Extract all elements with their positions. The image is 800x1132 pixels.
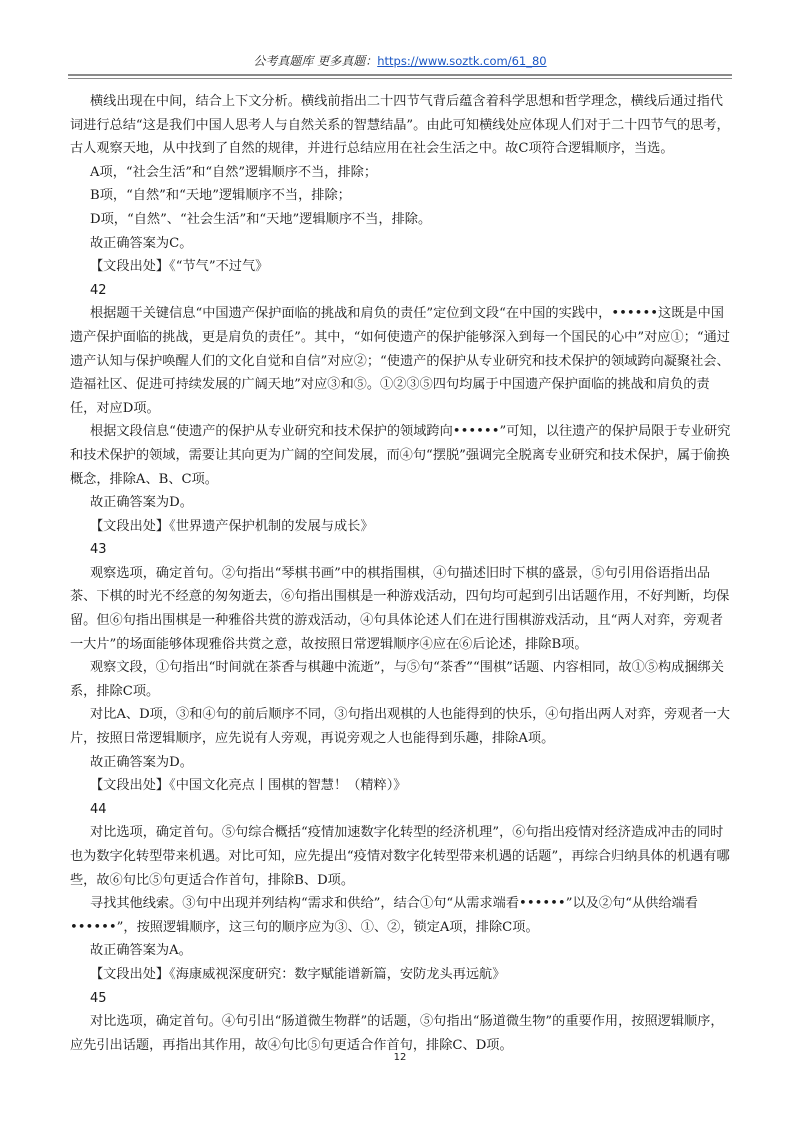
- page-number: 12: [393, 1052, 407, 1063]
- paragraph: 故正确答案为D。: [90, 495, 193, 511]
- paragraph: 对比A、D项，③和④句的前后顺序不同，③句指出观棋的人也能得到的快乐，④句指出两人对弈，旁观者一大片，按照日常逻辑顺序，应先说有人旁观，再说旁观之人也能得到乐趣，排除A项。: [70, 707, 730, 747]
- paragraph: D项，“自然”、“社会生活”和“天地”逻辑顺序不当，排除。: [90, 211, 432, 227]
- header-label: 公考真题库 更多真题：: [253, 54, 378, 68]
- question-number: 43: [90, 542, 107, 558]
- document-body: [70, 90, 732, 1057]
- question-number: 45: [90, 990, 107, 1006]
- paragraph: 对比选项，确定首句。④句引出“肠道微生物群”的话题，⑤句指出“肠道微生物”的重要作用，按照逻辑顺序，应先引出话题，再指出其作用，故④句比⑤句更适合作首句，排除C、D项。: [70, 1014, 724, 1053]
- paragraph: 故正确答案为C。: [90, 235, 193, 251]
- paragraph: 根据题干关键信息“中国遗产保护面临的挑战和肩负的责任”定位到文段“在中国的实践中，••••••这既是中国遗产保护面临的挑战，更是肩负的责任”。其中，“如何使遗产的保护能够深入到每一个国民的心中”对应①；“通过遗产认知与保护唤醒人们的文化自觉和自信”对应②；“使遗产的保护从专业研究和技术保护的领域跨向凝聚社会、造福社区、促进可持续发展的广阔天地”对应③和⑤。①②③⑤四句均属于中国遗产保护面临的挑战和肩负的责任，对应D项。: [70, 306, 730, 416]
- paragraph: 【文段出处】《世界遗产保护机制的发展与成长》: [90, 518, 374, 534]
- question-number: 42: [90, 282, 107, 298]
- paragraph: 观察文段，①句指出“时间就在茶香与棋趣中流逝”，与⑤句“茶香”“围棋”话题、内容相同，故①⑤构成捆绑关系，排除C项。: [70, 660, 724, 699]
- paragraph: 【文段出处】《海康威视深度研究：数字赋能谱新篇，安防龙头再远航》: [90, 966, 506, 982]
- header-rule-thick: [68, 74, 732, 76]
- paragraph: 【文段出处】《“节气”不过气》: [90, 259, 269, 275]
- header-link[interactable]: https://www.soztk.com/61_80: [377, 54, 547, 68]
- paragraph: 【文段出处】《中国文化亮点丨围棋的智慧！（精粹）》: [90, 778, 407, 794]
- paragraph: 根据文段信息“使遗产的保护从专业研究和技术保护的领域跨向••••••”可知，以往遗产的保护局限于专业研究和技术保护的领域，需要让其向更为广阔的空间发展，而④句“摆脱”强调完全脱离专业研究和技术保护，属于偷换概念，排除A、B、C项。: [70, 424, 731, 487]
- paragraph: 观察选项，确定首句。②句指出“琴棋书画”中的棋指围棋，④句描述旧时下棋的盛景，⑤句引用俗语指出品茶、下棋的时光不经意的匆匆逝去，⑥句指出围棋是一种游戏活动，四句均可起到引出话题作用，不好判断，均保留。但⑥句指出围棋是一种雅俗共赏的游戏活动，④句具体论述人们在进行围棋游戏活动，且“两人对弈，旁观者一大片”的场面能够体现雅俗共赏之意，故按照日常逻辑顺序④应在⑥后论述，排除B项。: [70, 565, 730, 652]
- page-header: [68, 52, 732, 74]
- paragraph: A项，“社会生活”和“自然”逻辑顺序不当，排除；: [90, 164, 378, 180]
- paragraph: 寻找其他线索。③句中出现并列结构“需求和供给”，结合①句“从需求端看••••••”以及②句“从供给端看••••••”，按照逻辑顺序，这三句的顺序应为③、①、②，锁定A项，排除C项。: [70, 896, 698, 935]
- header-rule-thin: [68, 78, 732, 79]
- question-number: 44: [90, 801, 107, 817]
- paragraph: 故正确答案为D。: [90, 754, 193, 770]
- paragraph: 对比选项，确定首句。⑤句综合概括“疫情加速数字化转型的经济机理”，⑥句指出疫情对经济造成冲击的同时也为数字化转型带来机遇。对比可知，应先提出“疫情对数字化转型带来机遇的话题”，再综合归纳具体的机遇有哪些，故⑥句比⑤句更适合作首句，排除B、D项。: [70, 825, 730, 888]
- paragraph: B项，“自然”和“天地”逻辑顺序不当，排除；: [90, 188, 351, 204]
- paragraph: 横线出现在中间，结合上下文分析。横线前指出二十四节气背后蕴含着科学思想和哲学理念，横线后通过指代词进行总结“这是我们中国人思考人与自然关系的智慧结晶”。由此可知横线处应体现人们对于二十四节气的思考，古人观察天地，从中找到了自然的规律，并进行总结应用在社会生活之中。故C项符合逻辑顺序，当选。: [70, 94, 730, 157]
- paragraph: 故正确答案为A。: [90, 943, 192, 959]
